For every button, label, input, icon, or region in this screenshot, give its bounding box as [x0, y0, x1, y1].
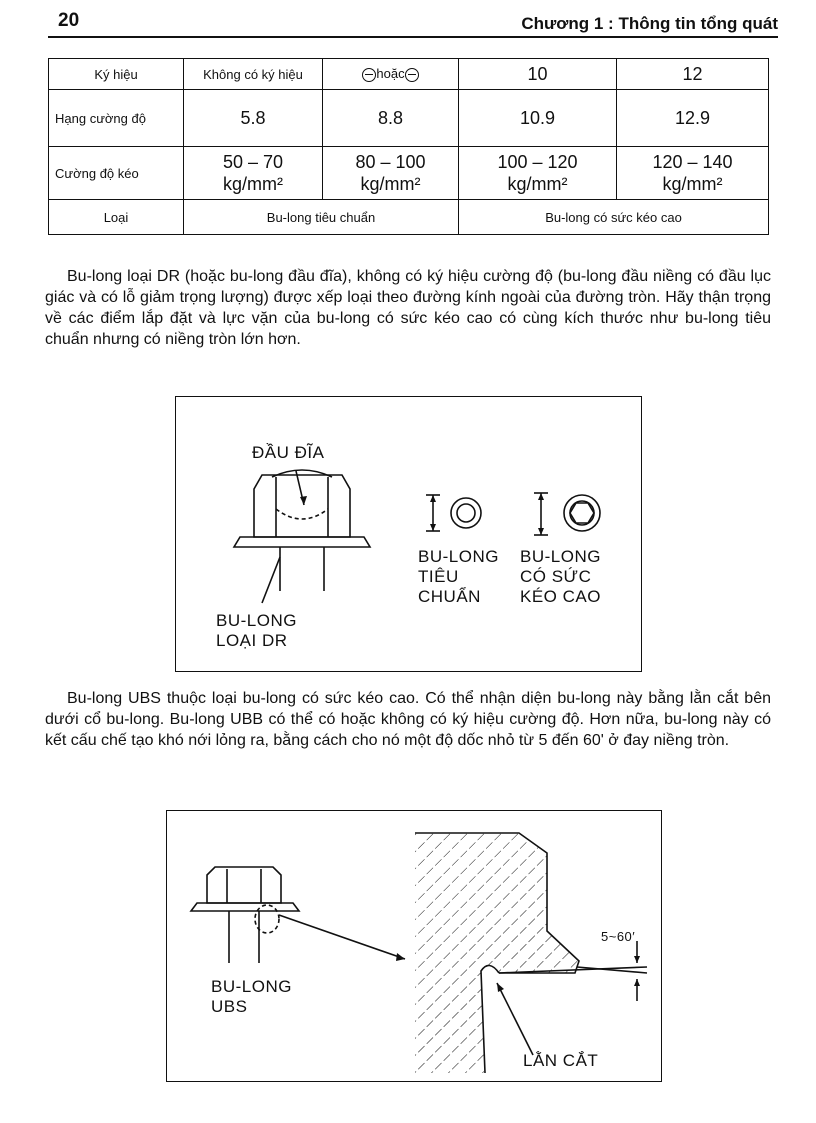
figure-dr-bolt [175, 396, 642, 672]
paragraph-ubs-bolt: Bu-long UBS thuộc loại bu-long có sức kéo cao. Có thể nhận diện bu-long này bằng lằn cắt bên dưới cổ bu-long. Bu-long UBB có thể có hoặc không có ký hiệu cường độ. Hơn nữa, bu-long này có kết cấu chế tạo khó nới lỏng ra, bằng cách cho nó một độ dốc nhỏ từ 5 đến 60' ở đay niềng tròn. [45, 690, 771, 749]
cell-type-standard: Bu-long tiêu chuẩn [184, 200, 459, 235]
label-line: BU-LONG [520, 547, 601, 566]
cell-tensile [323, 147, 459, 200]
cell-no-symbol: Không có ký hiệu [184, 59, 323, 90]
table-row [49, 90, 769, 147]
label-line: CÓ SỨC [520, 567, 592, 586]
bolt-strength-table [48, 58, 769, 235]
row-label-tensile: Cường độ kéo [49, 147, 184, 200]
table-row [49, 59, 769, 90]
cell-tensile [459, 147, 617, 200]
cell-tensile [184, 147, 323, 200]
tensile-range: 50 – 70 [222, 152, 284, 172]
label-line: KÉO CAO [520, 587, 601, 606]
label-line: UBS [211, 997, 248, 1016]
label-line: BU-LONG [418, 547, 499, 566]
minus-circle-icon [362, 68, 376, 82]
table-row [49, 147, 769, 200]
label-line: TIÊU [418, 567, 459, 586]
cell-symbol-12: 12 [617, 59, 769, 90]
disc-head-label: ĐẦU ĐĨA [252, 443, 325, 462]
tensile-unit: kg/mm² [507, 174, 568, 194]
page-header [48, 8, 778, 38]
minus-circle-icon [405, 68, 419, 82]
tensile-unit: kg/mm² [223, 174, 283, 194]
row-label-type: Loại [49, 200, 184, 235]
figure-ubs-bolt [166, 810, 662, 1082]
high-strength-bolt-label [520, 547, 601, 607]
ubs-bolt-illustration [167, 811, 661, 1081]
tensile-unit: kg/mm² [360, 174, 421, 194]
ubs-bolt-label [211, 977, 292, 1017]
cell-tensile [617, 147, 769, 200]
cell-grade: 8.8 [323, 90, 459, 147]
angle-label: 5~60′ [601, 929, 636, 944]
paragraph-dr-bolt: Bu-long loại DR (hoặc bu-long đầu đĩa), không có ký hiệu cường độ (bu-long đầu niềng có đầu lục giác và có lỗ giảm trọng lượng) được xếp loại theo đường kính ngoài của đường tròn. Hãy thận trọng về các điểm lắp đặt và lực vặn của bu-long có sức kéo cao có cùng kích thước như bu-long tiêu chuẩn nhưng có niềng tròn lớn hơn. [45, 268, 771, 348]
cell-symbol-10: 10 [459, 59, 617, 90]
label-line: LOẠI DR [216, 631, 288, 650]
cell-type-high: Bu-long có sức kéo cao [459, 200, 769, 235]
label-line: CHUẨN [418, 587, 481, 606]
cell-grade: 10.9 [459, 90, 617, 147]
cell-minus-symbol [323, 59, 459, 90]
or-label: hoặc [376, 66, 405, 82]
cell-grade: 5.8 [184, 90, 323, 147]
standard-bolt-label [418, 547, 499, 607]
chapter-title: Chương 1 : Thông tin tổng quát [521, 14, 778, 33]
tensile-range: 80 – 100 [355, 152, 426, 172]
tensile-unit: kg/mm² [662, 174, 723, 194]
row-label-grade: Hạng cường độ [49, 90, 184, 147]
tensile-range: 120 – 140 [652, 152, 733, 172]
cell-grade: 12.9 [617, 90, 769, 147]
groove-label: LẰN CẮT [523, 1051, 599, 1070]
page-number: 20 [58, 10, 80, 31]
tensile-range: 100 – 120 [497, 152, 578, 172]
label-line: BU-LONG [211, 977, 292, 996]
dr-bolt-label [216, 611, 297, 651]
row-label-symbol: Ký hiệu [49, 59, 184, 90]
table-row [49, 200, 769, 235]
label-line: BU-LONG [216, 611, 297, 630]
